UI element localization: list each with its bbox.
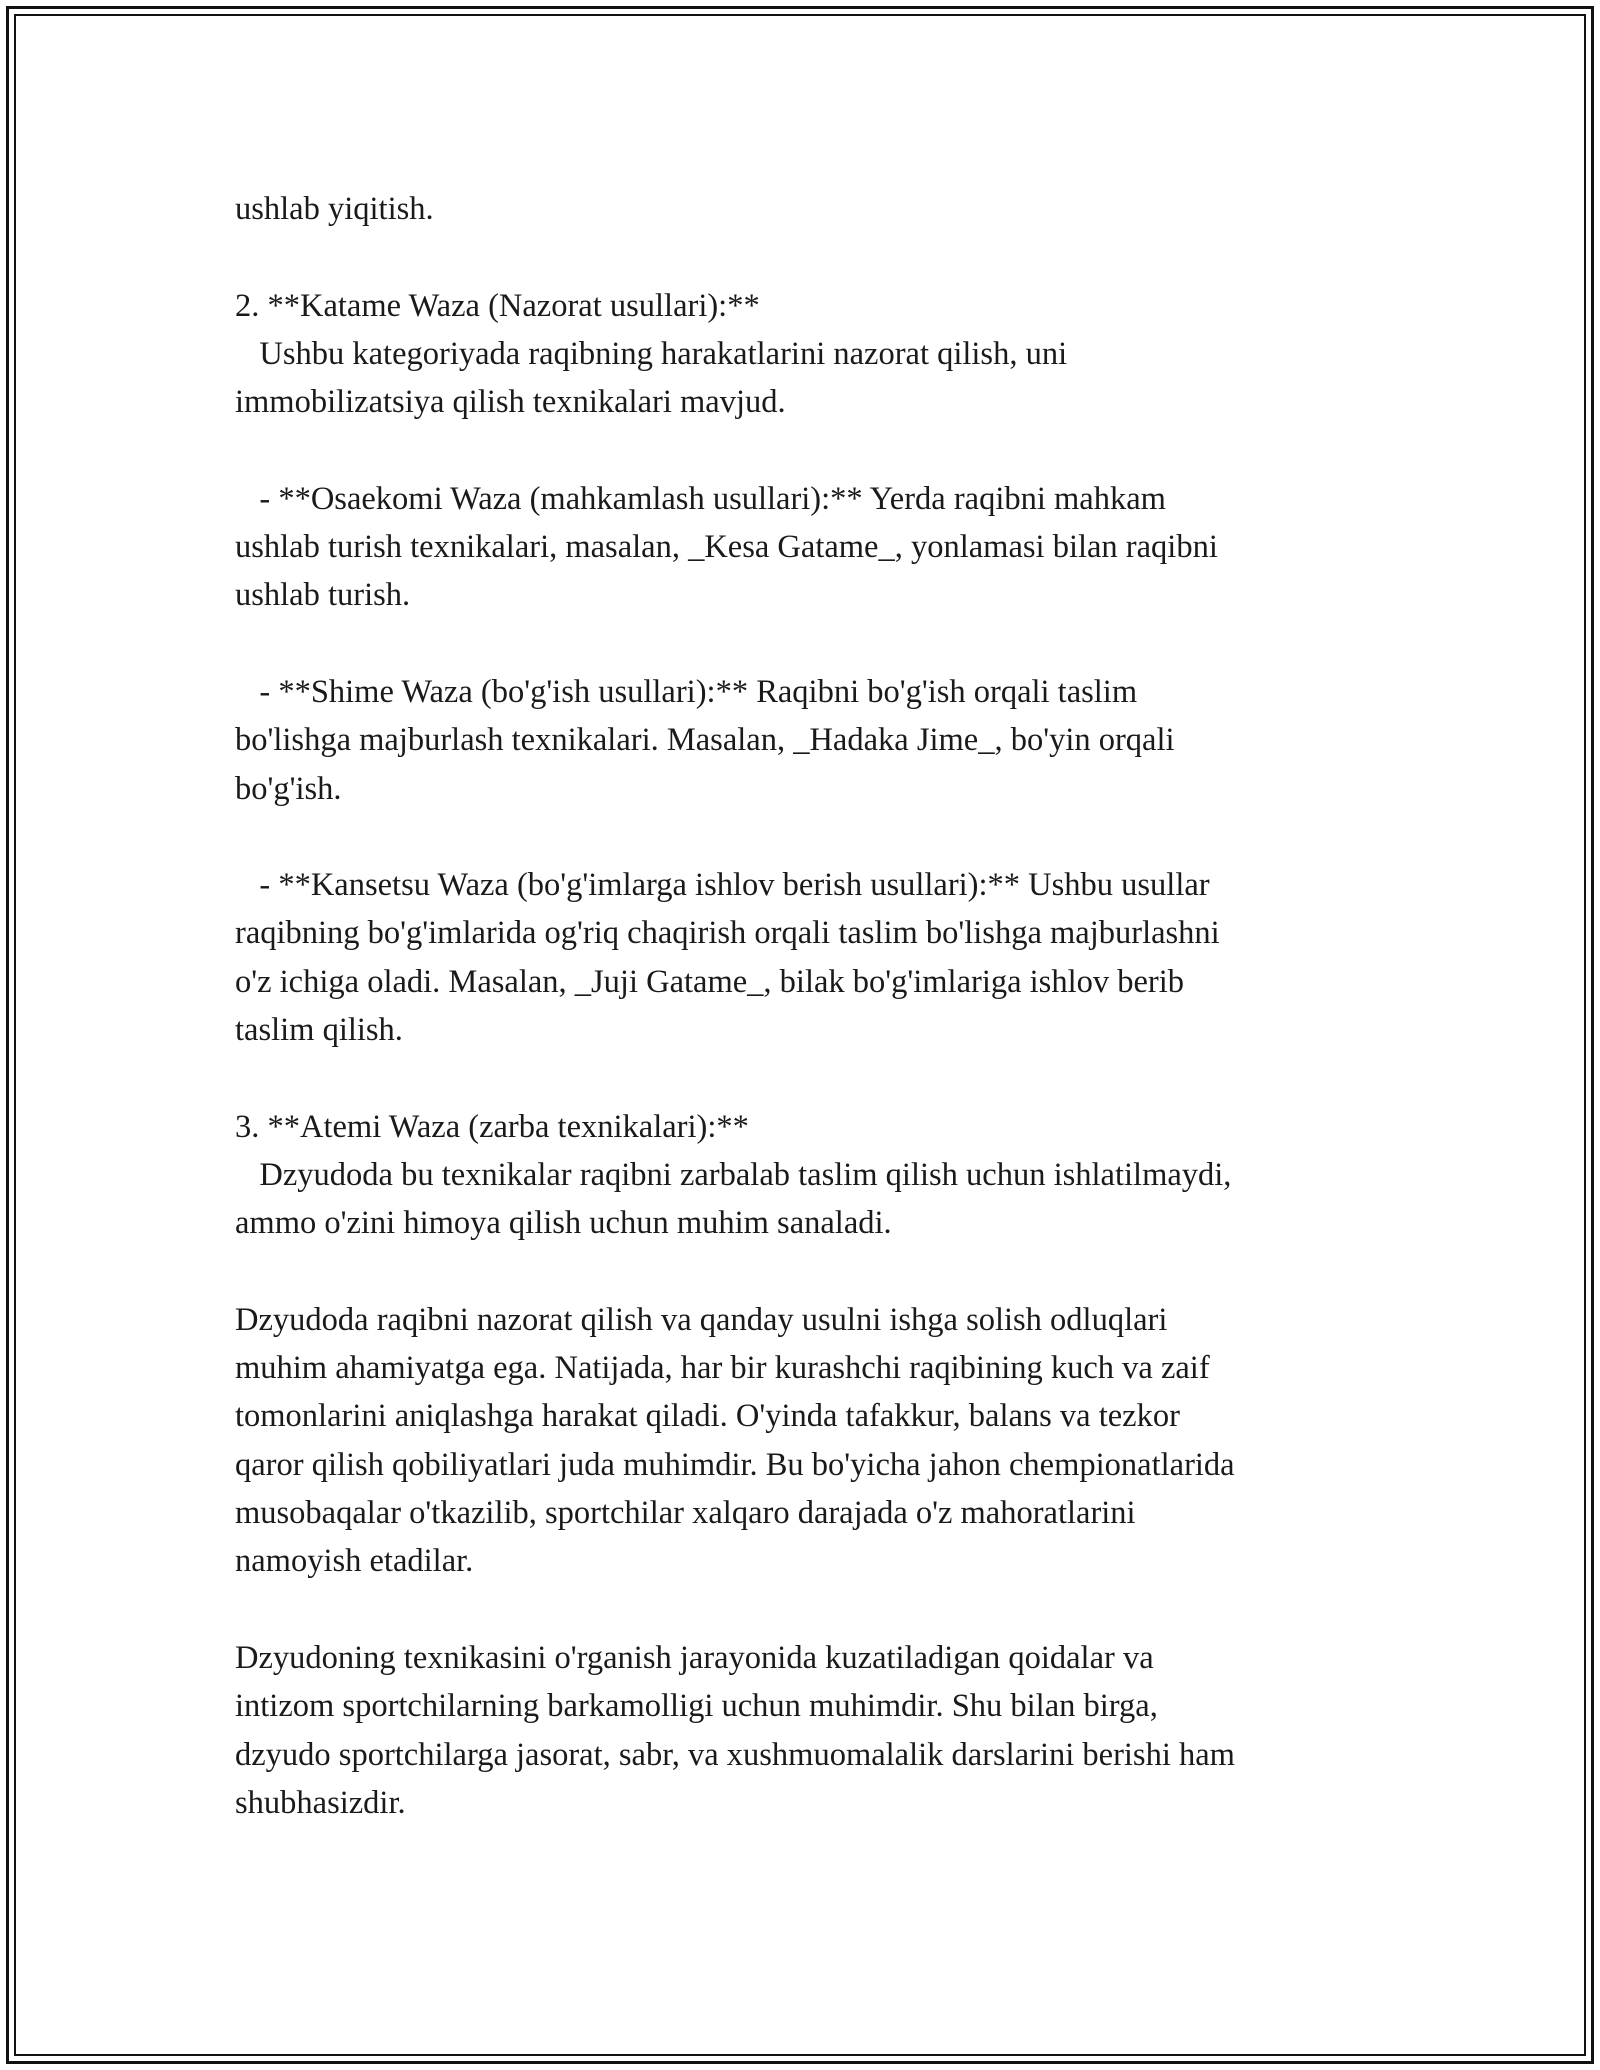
text-line: Dzyudoning texnikasini o'rganish jarayonida kuzatiladigan qoidalar va (235, 1639, 1154, 1676)
text-line: bo'lishga majburlash texnikalari. Masalan, _Hadaka Jime_, bo'yin orqali (235, 722, 1175, 759)
text-line: - **Osaekomi Waza (mahkamlash usullari):** Yerda raqibni mahkam (235, 480, 1166, 517)
text-line: immobilizatsiya qilish texnikalari mavjud. (235, 384, 786, 421)
text-line: Ushbu kategoriyada raqibning harakatlarini nazorat qilish, uni (235, 335, 1068, 372)
text-line: intizom sportchilarning barkamolligi uchun muhimdir. Shu bilan birga, (235, 1688, 1158, 1725)
text-line (235, 426, 1415, 474)
text-line (235, 233, 1415, 281)
text-line: shubhasizdir. (235, 1784, 406, 1821)
text-line: qaror qilish qobiliyatlari juda muhimdir. Bu bo'yicha jahon chempionatlarida (235, 1446, 1235, 1483)
text-line: namoyish etadilar. (235, 1543, 474, 1580)
text-line: musobaqalar o'tkazilib, sportchilar xalqaro darajada o'z mahoratlarini (235, 1495, 1136, 1532)
text-line: ammo o'zini himoya qilish uchun muhim sanaladi. (235, 1205, 892, 1242)
text-line: - **Shime Waza (bo'g'ish usullari):** Raqibni bo'g'ish orqali taslim (235, 673, 1138, 710)
text-line: tomonlarini aniqlashga harakat qiladi. O'yinda tafakkur, balans va tezkor (235, 1398, 1180, 1435)
text-line (235, 1248, 1415, 1296)
text-line: ushlab turish. (235, 577, 411, 614)
text-line: Dzyudoda raqibni nazorat qilish va qanday usulni ishga solish odluqlari (235, 1301, 1168, 1338)
text-line (235, 1054, 1415, 1102)
text-line: ushlab turish texnikalari, masalan, _Kesa Gatame_, yonlamasi bilan raqibni (235, 529, 1218, 566)
text-line (235, 620, 1415, 668)
text-line: raqibning bo'g'imlarida og'riq chaqirish orqali taslim bo'lishga majburlashni (235, 915, 1220, 952)
text-line: Dzyudoda bu texnikalar raqibni zarbalab taslim qilish uchun ishlatilmaydi, (235, 1156, 1232, 1193)
text-line: muhim ahamiyatga ega. Natijada, har bir kurashchi raqibining kuch va zaif (235, 1350, 1210, 1387)
text-line (235, 1586, 1415, 1634)
text-line: dzyudo sportchilarga jasorat, sabr, va xushmuomalalik darslarini berishi ham (235, 1736, 1235, 1773)
text-line: - **Kansetsu Waza (bo'g'imlarga ishlov berish usullari):** Ushbu usullar (235, 867, 1210, 904)
text-line: ushlab yiqitish. (235, 191, 434, 227)
text-line: o'z ichiga oladi. Masalan, _Juji Gatame_, bilak bo'g'imlariga ishlov berib (235, 963, 1185, 1000)
text-line (235, 813, 1415, 861)
text-line: 3. **Atemi Waza (zarba texnikalari):** (235, 1108, 749, 1145)
document-body (235, 185, 1415, 1827)
text-line: 2. **Katame Waza (Nazorat usullari):** (235, 287, 760, 324)
text-line: bo'g'ish. (235, 770, 342, 807)
text-line: taslim qilish. (235, 1012, 403, 1049)
